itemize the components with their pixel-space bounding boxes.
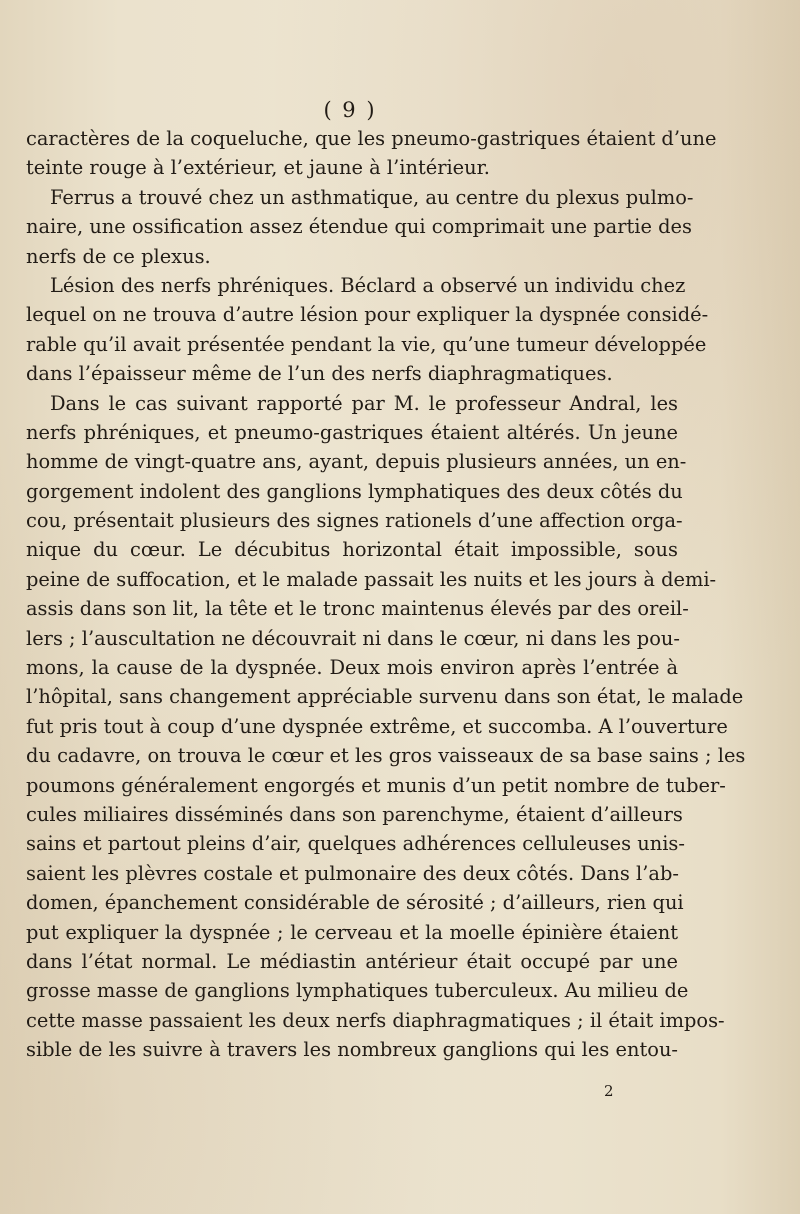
text-line: sible de les suivre à travers les nombreux ganglions qui les entou- <box>26 1038 678 1062</box>
text-line: assis dans son lit, la tête et le tronc maintenus élevés par des oreil- <box>26 597 689 621</box>
text-line: dans l’état normal. Le médiastin antérieur était occupé par une <box>26 949 678 973</box>
text-line: domen, épanchement considérable de sérosité ; d’ailleurs, rien qui <box>26 891 684 915</box>
text-line: dans l’épaisseur même de l’un des nerfs diaphragmatiques. <box>26 362 613 386</box>
body-text <box>26 124 746 1065</box>
text-line: nerfs de ce plexus. <box>26 244 211 268</box>
text-line: lers ; l’auscultation ne découvrait ni dans le cœur, ni dans les pou- <box>26 626 680 650</box>
text-line: Ferrus a trouvé chez un asthmatique, au centre du plexus pulmo- <box>50 185 694 209</box>
page-number: ( 9 ) <box>323 98 377 122</box>
text-line: cules miliaires disséminés dans son parenchyme, étaient d’ailleurs <box>26 802 683 826</box>
text-line: cette masse passaient les deux nerfs diaphragmatiques ; il était impos- <box>26 1008 725 1032</box>
text-line: Lésion des nerfs phréniques. Béclard a observé un individu chez <box>50 273 686 297</box>
text-line: nerfs phréniques, et pneumo-gastriques étaient altérés. Un jeune <box>26 420 678 444</box>
text-line: gorgement indolent des ganglions lymphatiques des deux côtés du <box>26 479 683 503</box>
text-line: put expliquer la dyspnée ; le cerveau et la moelle épinière étaient <box>26 920 678 944</box>
text-line: Dans le cas suivant rapporté par M. le professeur Andral, les <box>50 391 678 415</box>
text-line: mons, la cause de la dyspnée. Deux mois environ après l’entrée à <box>26 656 678 680</box>
text-line: naire, une ossification assez étendue qui comprimait une partie des <box>26 215 692 239</box>
text-line: fut pris tout à coup d’une dyspnée extrême, et succomba. A l’ouverture <box>26 714 728 738</box>
text-line: poumons généralement engorgés et munis d’un petit nombre de tuber- <box>26 773 726 797</box>
text-line: nique du cœur. Le décubitus horizontal était impossible, sous <box>26 538 678 562</box>
text-line: du cadavre, on trouva le cœur et les gros vaisseaux de sa base sains ; les <box>26 744 746 768</box>
text-line: teinte rouge à l’extérieur, et jaune à l’intérieur. <box>26 156 490 180</box>
text-line: sains et partout pleins d’air, quelques adhérences celluleuses unis- <box>26 832 685 856</box>
text-line: grosse masse de ganglions lymphatiques tuberculeux. Au milieu de <box>26 979 689 1003</box>
text-line: homme de vingt-quatre ans, ayant, depuis plusieurs années, un en- <box>26 450 687 474</box>
text-line: saient les plèvres costale et pulmonaire des deux côtés. Dans l’ab- <box>26 861 679 885</box>
text-line: caractères de la coqueluche, que les pneumo-gastriques étaient d’une <box>26 127 717 150</box>
text-line: peine de suffocation, et le malade passait les nuits et les jours à demi- <box>26 567 717 591</box>
text-line: cou, présentait plusieurs des signes rationels d’une affection orga- <box>26 509 683 533</box>
signature-mark: 2 <box>604 1082 614 1100</box>
text-line: l’hôpital, sans changement appréciable survenu dans son état, le malade <box>26 685 744 709</box>
text-line: rable qu’il avait présentée pendant la vie, qu’une tumeur développée <box>26 332 707 356</box>
text-line: lequel on ne trouva d’autre lésion pour expliquer la dyspnée considé- <box>26 303 709 327</box>
